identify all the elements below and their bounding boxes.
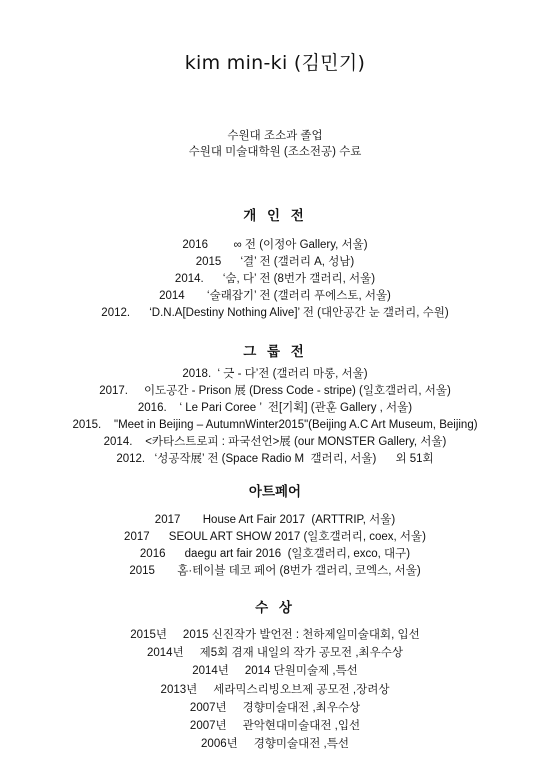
solo-exhibitions-list <box>0 237 550 322</box>
list-item: 2017 SEOUL ART SHOW 2017 (일호갤러리, coex, 서울) <box>124 531 426 543</box>
list-item: 2007년 경향미술대전 ,최우수상 <box>189 701 361 714</box>
list-item: 2014. ‘숨, 다’ 전 (8번가 갤러리, 서울) <box>174 273 376 285</box>
education-section <box>0 128 550 160</box>
list-item: 2016 ∞ 전 (이정아 Gallery, 서울) <box>182 239 368 251</box>
list-item: 2015년 2015 신진작가 발언전 : 천하제일미술대회, 입선 <box>130 629 420 641</box>
list-item: 2006년 경향미술대전 ,특선 <box>201 738 349 751</box>
list-item: 2014년 2014 단원미술제 ,특선 <box>192 665 358 678</box>
art-fair-heading: 아트페어 <box>248 484 302 500</box>
list-item: 2013년 세라믹스리빙오브제 공모전 ,장려상 <box>160 683 390 696</box>
education-line: 수원대 조소과 졸업 <box>227 130 323 142</box>
list-item: 2016 daegu art fair 2016 (일호갤러리, exco, 대구) <box>139 548 411 560</box>
group-exhibitions-heading: 그 룹 전 <box>243 344 307 360</box>
list-item: 2014. <카타스트로피 : 파국선언>展 (our MONSTER Gallery, 서울) <box>103 436 447 448</box>
list-item: 2007년 관악현대미술대전 ,입선 <box>189 719 361 732</box>
list-item: 2014년 제5회 겸재 내일의 작가 공모전 ,최우수상 <box>147 647 403 660</box>
list-item: 2012. ‘성공작展’ 전 (Space Radio M 갤러리, 서울) 외 51회 <box>116 453 434 465</box>
awards-list <box>0 626 550 753</box>
page-title: kim min-ki (김민기) <box>184 52 366 74</box>
art-fair-list <box>0 512 550 580</box>
awards-heading: 수 상 <box>255 600 295 616</box>
list-item: 2012. ‘D.N.A[Destiny Nothing Alive]’ 전 (대안공간 눈 갤러리, 수원) <box>101 307 449 319</box>
list-item: 2015 ‘결’ 전 (갤러리 A, 성남) <box>195 256 355 268</box>
education-line: 수원대 미술대학원 (조소전공) 수료 <box>188 146 362 158</box>
list-item: 2014 ‘술래잡기’ 전 (갤러리 푸에스토, 서울) <box>159 290 391 302</box>
list-item: 2015 홈·테이블 데코 페어 (8번가 갤러리, 코엑스, 서울) <box>129 565 421 577</box>
group-exhibitions-list <box>0 366 550 468</box>
list-item: 2017. 이도공간 - Prison 展 (Dress Code - stripe) (일호갤러리, 서울) <box>99 385 451 397</box>
list-item: 2015. "Meet in Beijing – AutumnWinter2015"(Beijing A.C Art Museum, Beijing) <box>72 419 478 431</box>
list-item: 2018. ‘ 긋 - 다’전 (갤러리 마롱, 서울) <box>182 368 368 380</box>
list-item: 2016. ‘ Le Pari Coree ’ 전[기획] (관훈 Gallery , 서울) <box>137 402 413 414</box>
list-item: 2017 House Art Fair 2017 (ARTTRIP, 서울) <box>154 514 396 526</box>
solo-exhibitions-heading: 개 인 전 <box>243 208 307 224</box>
